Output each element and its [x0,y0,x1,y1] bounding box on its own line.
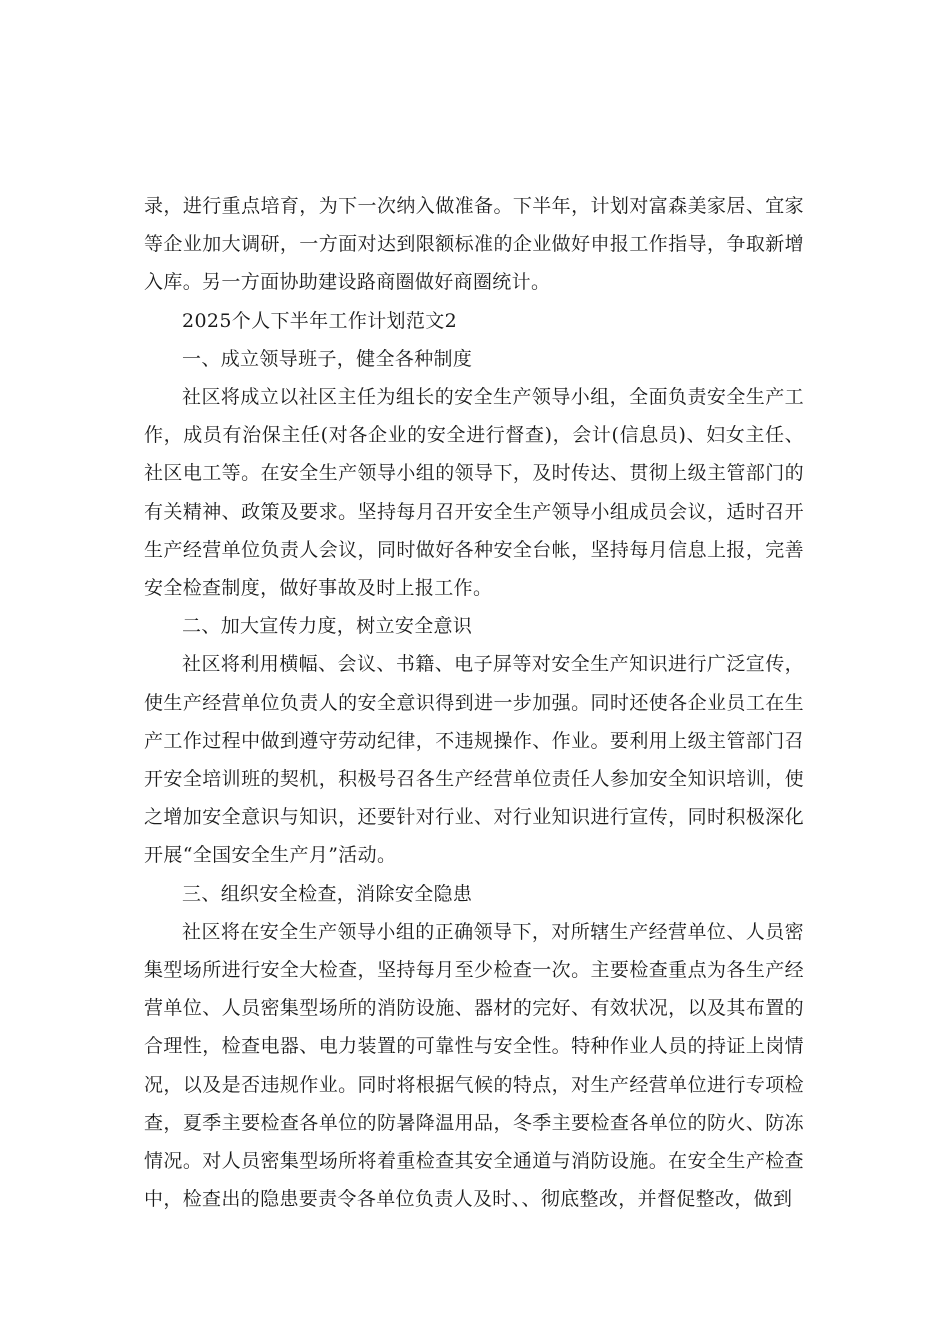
paragraph-1: 社区将成立以社区主任为组长的安全生产领导小组，全面负责安全生产工作，成员有治保主任(对各企业的安全进行督查)，会计(信息员)、妇女主任、社区电工等。在安全生产领导小组的领导下，及时传达、贯彻上级主管部门的有关精神、政策及要求。坚持每月召开安全生产领导小组成员会议，适时召开生产经营单位负责人会议，同时做好各种安全台帐，坚持每月信息上报，完善安全检查制度，做好事故及时上报工作。 [144,386,804,600]
paragraph-2: 社区将利用横幅、会议、书籍、电子屏等对安全生产知识进行广泛宣传，使生产经营单位负责人的安全意识得到进一步加强。同时还使各企业员工在生产工作过程中做到遵守劳动纪律，不违规操作、作业。要利用上级主管部门召开安全培训班的契机，积极号召各生产经营单位责任人参加安全知识培训，使之增加安全意识与知识，还要针对行业、对行业知识进行宣传，同时积极深化开展“全国安全生产月”活动。 [144,653,804,867]
paragraph-continuation: 录，进行重点培育，为下一次纳入做准备。下半年，计划对富森美家居、宜家等企业加大调研，一方面对达到限额标准的企业做好申报工作指导，争取新增入库。另一方面协助建设路商圈做好商圈统计。 [144,195,804,294]
paragraph-3: 社区将在安全生产领导小组的正确领导下，对所辖生产经营单位、人员密集型场所进行安全大检查，坚持每月至少检查一次。主要检查重点为各生产经营单位、人员密集型场所的消防设施、器材的完好、有效状况，以及其布置的合理性，检查电器、电力装置的可靠性与安全性。特种作业人员的持证上岗情况，以及是否违规作业。同时将根据气候的特点，对生产经营单位进行专项检查，夏季主要检查各单位的防暑降温用品，冬季主要检查各单位的防火、防冻情况。对人员密集型场所将着重检查其安全通道与消防设施。在安全生产检查中，检查出的隐患要责令各单位负责人及时、、彻底整改，并督促整改，做到 [144,920,804,1211]
heading-3: 三、组织安全检查，消除安全隐患 [182,882,473,905]
heading-1: 一、成立领导班子，健全各种制度 [182,347,473,370]
section-title: 2025个人下半年工作计划范文2 [182,309,458,332]
heading-2: 二、加大宣传力度，树立安全意识 [182,615,473,638]
document-body [144,187,804,1218]
